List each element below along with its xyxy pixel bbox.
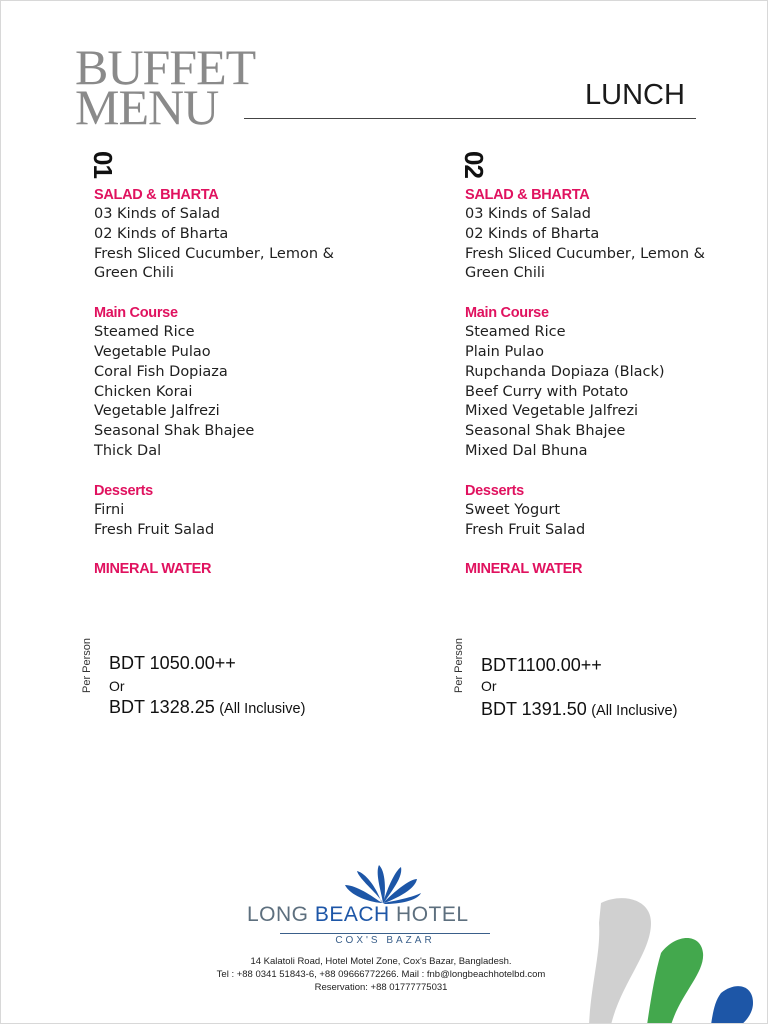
reservation-line: Reservation: +88 01777775031	[314, 982, 448, 993]
list-item: Mixed Dal Bhuna	[465, 442, 588, 459]
contact-line: Tel : +88 0341 51843-6, +88 09666772266. Mail : fnb@longbeachhotelbd.com	[216, 969, 546, 980]
list-item: Plain Pulao	[465, 343, 544, 360]
menu-number: 02	[459, 151, 489, 178]
list-item: Coral Fish Dopiaza	[94, 363, 228, 380]
section-heading: MINERAL WATER	[465, 561, 583, 578]
list-item: Steamed Rice	[94, 324, 195, 341]
hotel-name: LONG BEACH HOTEL	[247, 903, 469, 926]
price-base: BDT 1050.00++	[109, 653, 236, 673]
list-item: Fresh Sliced Cucumber, Lemon &	[94, 245, 334, 262]
list-item: Seasonal Shak Bhajee	[465, 423, 626, 440]
price-base: BDT1100.00++	[481, 655, 602, 675]
menu-column-2	[459, 147, 765, 579]
contact-info	[151, 955, 611, 994]
section-heading: Main Course	[94, 305, 178, 322]
section-heading: MINERAL WATER	[94, 561, 212, 578]
list-item: Green Chili	[465, 265, 545, 282]
per-person-label: Per Person	[81, 637, 93, 693]
section-heading: Desserts	[465, 482, 524, 499]
logo-divider	[280, 933, 490, 934]
price-inclusive-note: (All Inclusive)	[219, 701, 306, 717]
list-item: Vegetable Jalfrezi	[94, 403, 220, 420]
list-item: Green Chili	[94, 265, 174, 282]
menu-number: 01	[88, 151, 118, 178]
list-item: Fresh Sliced Cucumber, Lemon &	[465, 245, 705, 262]
price-block-2	[453, 637, 743, 723]
price-block-1	[81, 637, 371, 723]
price-or: Or	[481, 678, 497, 694]
price-inclusive-note: (All Inclusive)	[591, 703, 678, 719]
decorative-strokes	[581, 893, 768, 1024]
list-item: Vegetable Pulao	[94, 343, 211, 360]
page-title	[75, 39, 256, 135]
list-item: Steamed Rice	[465, 324, 566, 341]
menu-column-1	[88, 147, 394, 579]
address-line: 14 Kalatoli Road, Hotel Motel Zone, Cox's Bazar, Bangladesh.	[250, 956, 512, 967]
list-item: Thick Dal	[94, 442, 162, 459]
price-or: Or	[109, 678, 125, 694]
section-heading: SALAD & BHARTA	[94, 187, 219, 203]
list-item: Rupchanda Dopiaza (Black)	[465, 363, 665, 380]
list-item: 03 Kinds of Salad	[94, 206, 220, 222]
list-item: Firni	[94, 501, 125, 518]
price-inclusive-line	[481, 699, 677, 720]
per-person-label: Per Person	[453, 637, 465, 693]
list-item: 03 Kinds of Salad	[465, 206, 591, 222]
price-inclusive-line	[109, 697, 305, 718]
list-item: Fresh Fruit Salad	[94, 521, 215, 538]
list-item: Sweet Yogurt	[465, 501, 561, 518]
hotel-city: COX'S BAZAR	[335, 935, 435, 946]
price-inclusive: BDT 1328.25	[109, 697, 215, 717]
header-divider	[244, 118, 696, 119]
list-item: Seasonal Shak Bhajee	[94, 423, 255, 440]
section-heading: SALAD & BHARTA	[465, 187, 590, 203]
list-item: 02 Kinds of Bharta	[465, 225, 600, 242]
list-item: Beef Curry with Potato	[465, 383, 629, 400]
list-item: 02 Kinds of Bharta	[94, 225, 229, 242]
shell-icon	[343, 863, 423, 905]
meal-label: LUNCH	[585, 79, 685, 111]
list-item: Fresh Fruit Salad	[465, 521, 586, 538]
list-item: Chicken Korai	[94, 383, 193, 400]
section-heading: Desserts	[94, 482, 153, 499]
list-item: Mixed Vegetable Jalfrezi	[465, 403, 639, 420]
section-heading: Main Course	[465, 305, 549, 322]
title-line-2: MENU	[75, 79, 219, 135]
title-line-1: BUFFET	[75, 39, 256, 95]
price-inclusive: BDT 1391.50	[481, 699, 587, 719]
